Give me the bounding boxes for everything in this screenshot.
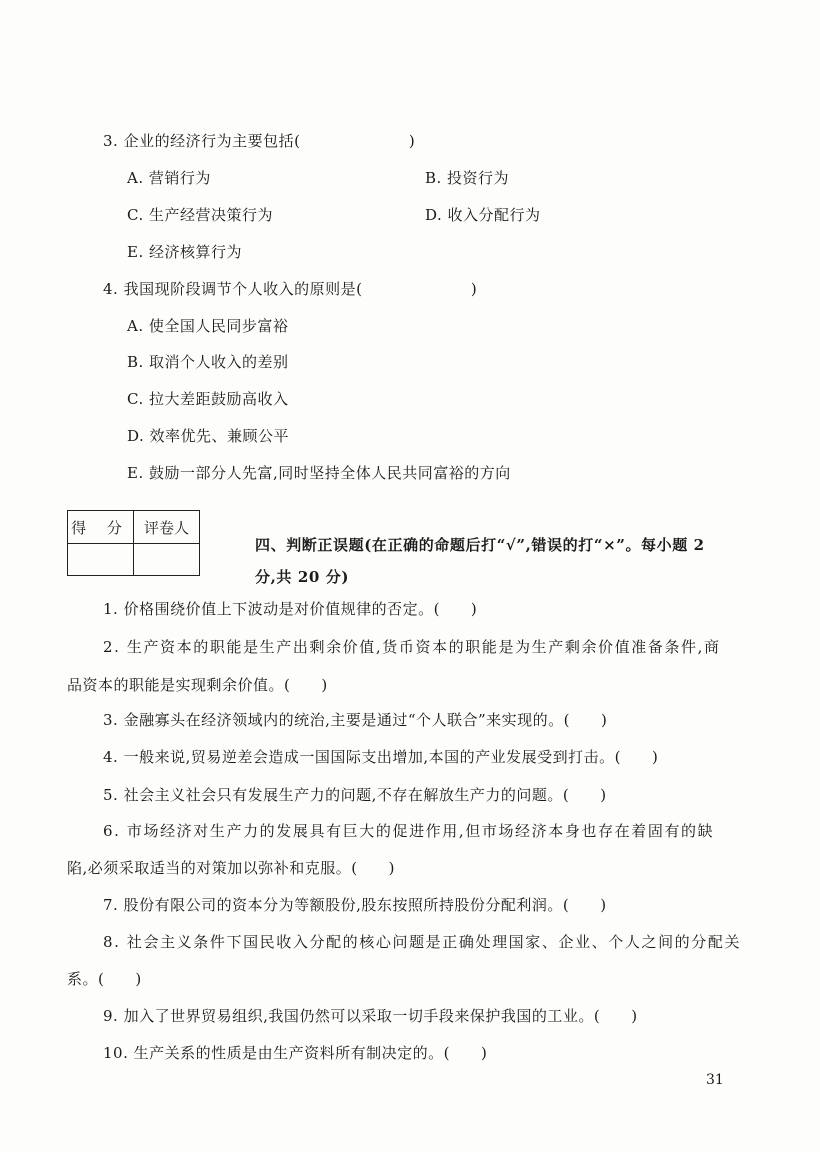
page-number: 31 [706, 1072, 724, 1088]
item-7: 7. 股份有限公司的资本分为等额股份,股东按照所持股份分配利润。( ) [103, 896, 607, 914]
item-2-line2: 品资本的职能是实现剩余价值。( ) [67, 676, 328, 694]
item-8-line1: 8. 社会主义条件下国民收入分配的核心问题是正确处理国家、企业、个人之间的分配关 [103, 933, 742, 951]
item-1: 1. 价格围绕价值上下波动是对价值规律的否定。( ) [103, 600, 478, 618]
item-10: 10. 生产关系的性质是由生产资料所有制决定的。( ) [103, 1044, 488, 1062]
question-4-option-b: B. 取消个人收入的差别 [127, 353, 289, 371]
item-4: 4. 一般来说,贸易逆差会造成一国国际支出增加,本国的产业发展受到打击。( ) [103, 748, 659, 766]
question-3-option-e: E. 经济核算行为 [127, 243, 242, 261]
item-6-line1: 6. 市场经济对生产力的发展具有巨大的促进作用,但市场经济本身也存在着固有的缺 [103, 822, 715, 840]
question-4-option-c: C. 拉大差距鼓励高收入 [127, 390, 289, 408]
question-4-option-d: D. 效率优先、兼顾公平 [127, 427, 290, 445]
score-header: 得 分 [68, 511, 134, 544]
item-2-line1: 2. 生产资本的职能是生产出剩余价值,货币资本的职能是为生产剩余价值准备条件,商 [103, 638, 721, 656]
item-8-line2: 系。( ) [67, 970, 142, 988]
question-3-stem: 3. 企业的经济行为主要包括( ) [103, 132, 416, 150]
score-table [67, 510, 200, 576]
section-4-title-line1: 四、判断正误题(在正确的命题后打“√”,错误的打“×”。每小题 2 [255, 536, 705, 554]
question-3-option-c: C. 生产经营决策行为 [127, 206, 273, 224]
question-4-stem: 4. 我国现阶段调节个人收入的原则是( ) [103, 280, 478, 298]
grader-header: 评卷人 [134, 511, 199, 544]
item-3: 3. 金融寡头在经济领域内的统治,主要是通过“个人联合”来实现的。( ) [103, 711, 608, 729]
item-6-line2: 陷,必须采取适当的对策加以弥补和克服。( ) [67, 859, 395, 877]
question-4-option-e: E. 鼓励一部分人先富,同时坚持全体人民共同富裕的方向 [127, 464, 511, 482]
question-3-option-d: D. 收入分配行为 [425, 206, 541, 224]
question-3-option-a: A. 营销行为 [127, 169, 211, 187]
question-3-option-b: B. 投资行为 [425, 169, 510, 187]
item-5: 5. 社会主义社会只有发展生产力的问题,不存在解放生产力的问题。( ) [103, 786, 607, 804]
grader-cell [134, 544, 199, 575]
item-9: 9. 加入了世界贸易组织,我国仍然可以采取一切手段来保护我国的工业。( ) [103, 1007, 638, 1025]
section-4-title-line2: 分,共 20 分) [255, 568, 350, 586]
question-4-option-a: A. 使全国人民同步富裕 [127, 317, 289, 335]
score-cell [68, 544, 134, 575]
